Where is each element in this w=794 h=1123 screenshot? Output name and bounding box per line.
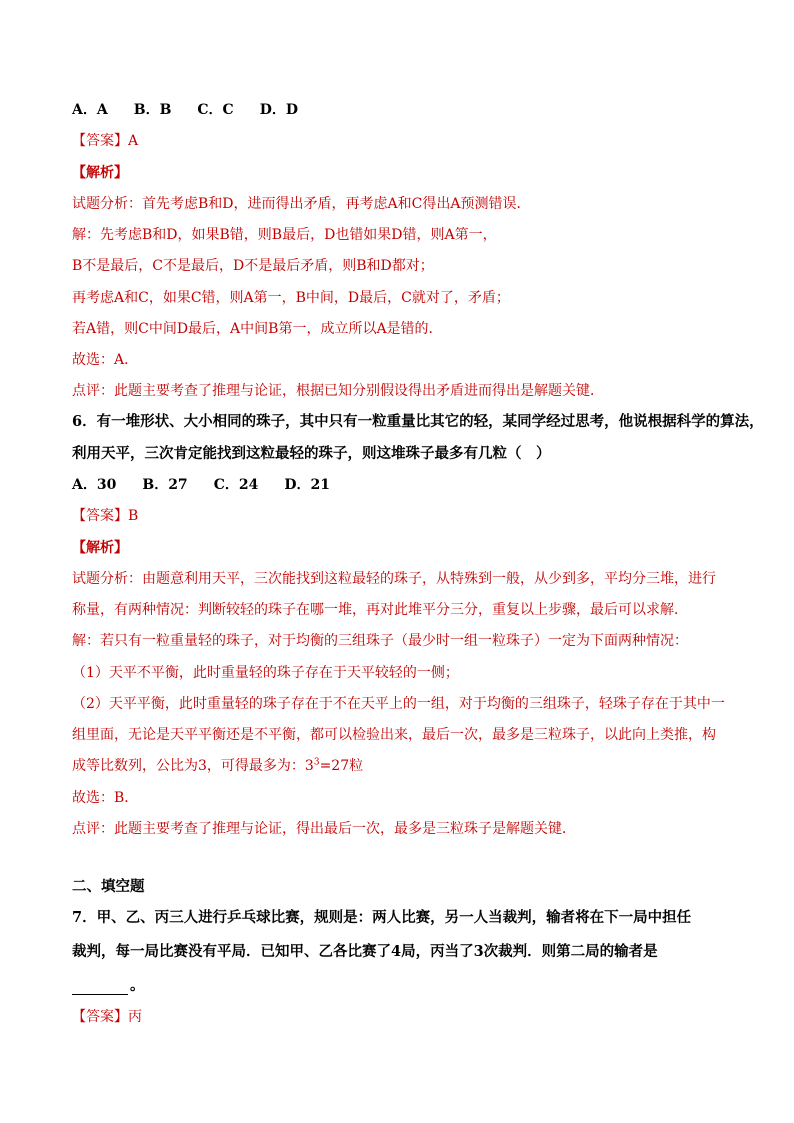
q6-option-c: C．24 (213, 477, 259, 493)
q5-analysis-line: 解：先考虑B和D，如果B错，则B最后，D也错如果D错，则A第一， (72, 227, 497, 243)
answer-tag: 【答案】 (72, 133, 128, 149)
q5-comment: 点评：此题主要考查了推理与论证，根据已知分别假设得出矛盾进而得出是解题关键． (72, 383, 604, 399)
q7-answer (72, 1008, 142, 1026)
answer-value: 丙 (128, 1009, 142, 1025)
q5-analysis-tag: 【解析】 (72, 165, 128, 181)
q5-option-b: B．B (133, 102, 172, 118)
q5-option-d: D．D (259, 102, 298, 118)
ratio-text: 成等比数列，公比为3，可得最多为：3 (72, 758, 314, 774)
answer-tag: 【答案】 (72, 1009, 128, 1025)
q6-option-a: A．30 (72, 477, 117, 493)
q5-analysis-line: 若A错，则C中间D最后，A中间B第一，成立所以A是错的． (72, 321, 443, 337)
q6-options (72, 476, 356, 494)
q5-options (72, 101, 324, 119)
q7-stem-line: 7．甲、乙、丙三人进行乒乓球比赛，规则是：两人比赛，另一人当裁判，输者将在下一局中担任 (72, 909, 692, 926)
q6-option-d: D．21 (284, 477, 330, 493)
q6-analysis-tag: 【解析】 (72, 540, 128, 556)
q6-ratio-line (72, 757, 363, 775)
ratio-result: =27粒 (319, 758, 364, 774)
q5-analysis-line: 试题分析：首先考虑B和D，进而得出矛盾，再考虑A和C得出A预测错误． (72, 196, 531, 212)
q5-option-a: A．A (72, 102, 108, 118)
q6-option-b: B．27 (142, 477, 188, 493)
answer-tag: 【答案】 (72, 508, 128, 524)
q5-option-c: C．C (197, 102, 234, 118)
answer-value: A (128, 133, 139, 149)
answer-value: B (128, 508, 139, 524)
q5-analysis-line: 再考虑A和C，如果C错，则A第一，B中间，D最后，C就对了，矛盾； (72, 290, 510, 306)
q5-answer (72, 132, 138, 150)
q6-answer (72, 507, 138, 525)
q5-analysis-line: B不是最后，C不是最后，D不是最后矛盾，则B和D都对； (72, 258, 434, 274)
q6-analysis-line: （1）天平不平衡，此时重量轻的珠子存在于天平较轻的一侧； (72, 665, 459, 681)
q6-analysis-line: （2）天平平衡，此时重量轻的珠子存在于不在天平上的一组，对于均衡的三组珠子，轻珠子存在于其中一 (72, 696, 725, 712)
q5-choose: 故选：A． (72, 352, 139, 368)
q7-stem-end: 。 (130, 977, 145, 994)
q6-analysis-line: 组里面，无论是天平平衡还是不平衡，都可以检验出来，最后一次，最多是三粒珠子，以此向上类推，构 (72, 727, 716, 743)
q6-stem-line: 6．有一堆形状、大小相同的珠子，其中只有一粒重量比其它的轻，某同学经过思考，他说根据科学的算法， (72, 413, 764, 430)
q7-stem-line: 裁判，每一局比赛没有平局．已知甲、乙各比赛了4局，丙当了3次裁判．则第二局的输者是 (72, 943, 658, 960)
q6-comment: 点评：此题主要考查了推理与论证，得出最后一次，最多是三粒珠子是解题关键． (72, 821, 576, 837)
q7-stem-line (72, 977, 145, 995)
q6-analysis-line: 解：若只有一粒重量轻的珠子，对于均衡的三组珠子（最少时一组一粒珠子）一定为下面两种情况： (72, 633, 688, 649)
answer-blank (72, 980, 128, 995)
q6-analysis-line: 试题分析：由题意利用天平，三次能找到这粒最轻的珠子，从特殊到一般，从少到多，平均分三堆，进行 (72, 571, 716, 587)
ratio-exponent: 3 (313, 757, 320, 768)
q6-analysis-line: 称量，有两种情况：判断较轻的珠子在哪一堆，再对此堆平分三分，重复以上步骤，最后可以求解． (72, 602, 688, 618)
q6-choose: 故选：B． (72, 790, 139, 806)
q6-stem-line: 利用天平，三次肯定能找到这粒最轻的珠子，则这堆珠子最多有几粒（ ） (72, 445, 551, 462)
section-heading: 二、填空题 (72, 878, 145, 895)
